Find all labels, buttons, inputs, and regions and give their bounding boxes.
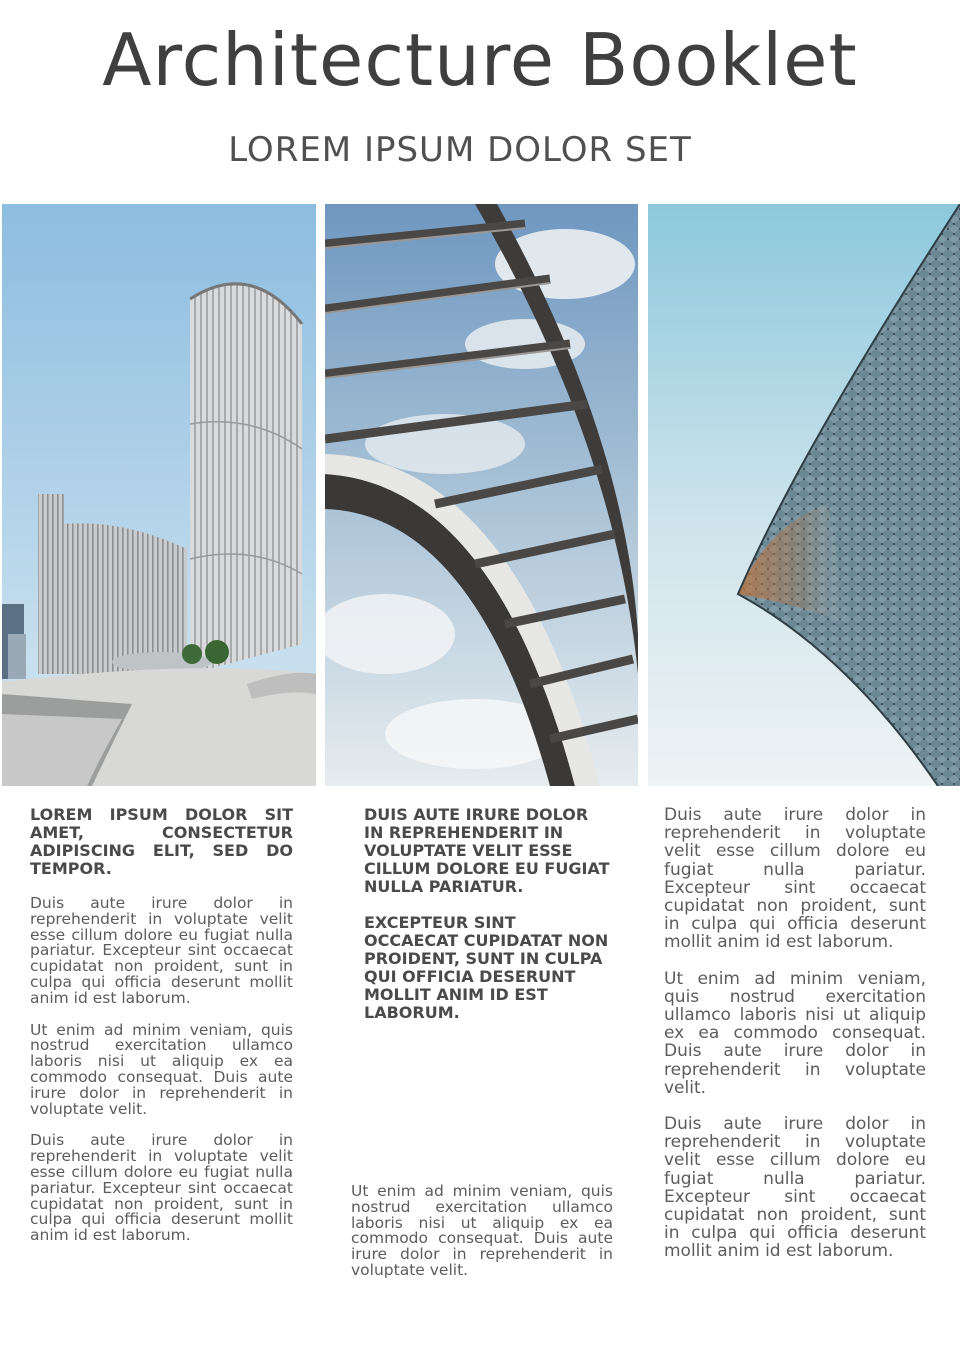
column-3-paragraph-1: Duis aute irure dolor in reprehenderit in voluptate velit esse cillum dolore eu fugiat nulla pariatur. Excepteur sint occaecat cupidatat non proident, sunt in culpa qui officia deserunt mollit anim id est laborum. bbox=[664, 805, 926, 953]
page-subtitle: LOREM IPSUM DOLOR SET bbox=[228, 130, 692, 170]
column-1-heading: LOREM IPSUM DOLOR SIT AMET, CONSECTETUR ADIPISCING ELIT, SED DO TEMPOR. bbox=[30, 805, 293, 878]
column-2-heading-2: EXCEPTEUR SINT OCCAECAT CUPIDATAT NON PROIDENT, SUNT IN CULPA QUI OFFICIA DESERUNT MOLLIT ANIM ID EST LABORUM. bbox=[364, 913, 609, 1022]
column-2-paragraph-1: Ut enim ad minim veniam, quis nostrud exercitation ullamco laboris nisi ut aliquip ex ea commodo consequat. Duis aute irure dolor in reprehenderit in voluptate velit. bbox=[351, 1182, 613, 1279]
photo-city-hall-art bbox=[2, 204, 316, 786]
column-3-paragraph-3: Duis aute irure dolor in reprehenderit in voluptate velit esse cillum dolore eu fugiat nulla pariatur. Excepteur sint occaecat cupidatat non proident, sunt in culpa qui officia deserunt mollit anim id est laborum. bbox=[664, 1114, 926, 1262]
column-1-paragraph-2: Ut enim ad minim veniam, quis nostrud exercitation ullamco laboris nisi ut aliquip ex ea commodo consequat. Duis aute irure dolor in reprehenderit in voluptate velit. bbox=[30, 1020, 293, 1118]
photo-hexagon-facade bbox=[648, 204, 960, 786]
column-2 bbox=[364, 806, 612, 1022]
column-2-heading-1: DUIS AUTE IRURE DOLOR IN REPREHENDERIT IN VOLUPTATE VELIT ESSE CILLUM DOLORE EU FUGIAT NULLA PARIATUR. bbox=[364, 805, 610, 896]
column-1-paragraph-1: Duis aute irure dolor in reprehenderit in voluptate velit esse cillum dolore eu fugiat nulla pariatur. Excepteur sint occaecat cupidatat non proident, sunt in culpa qui officia deserunt mollit anim id est laborum. bbox=[30, 894, 293, 1007]
photo-hexagon-facade-art bbox=[648, 204, 960, 786]
column-3 bbox=[664, 806, 926, 1261]
photo-steel-arch bbox=[325, 204, 638, 786]
page-title: Architecture Booklet bbox=[102, 18, 858, 102]
photo-steel-arch-art bbox=[325, 204, 638, 786]
column-1-paragraph-3: Duis aute irure dolor in reprehenderit in voluptate velit esse cillum dolore eu fugiat nulla pariatur. Excepteur sint occaecat cupidatat non proident, sunt in culpa qui officia deserunt mollit anim id est laborum. bbox=[30, 1131, 293, 1245]
photo-city-hall bbox=[2, 204, 316, 786]
column-1 bbox=[30, 806, 293, 1244]
column-3-paragraph-2: Ut enim ad minim veniam, quis nostrud exercitation ullamco laboris nisi ut aliquip ex ea commodo consequat. Duis aute irure dolor in reprehenderit in voluptate velit. bbox=[664, 968, 926, 1098]
